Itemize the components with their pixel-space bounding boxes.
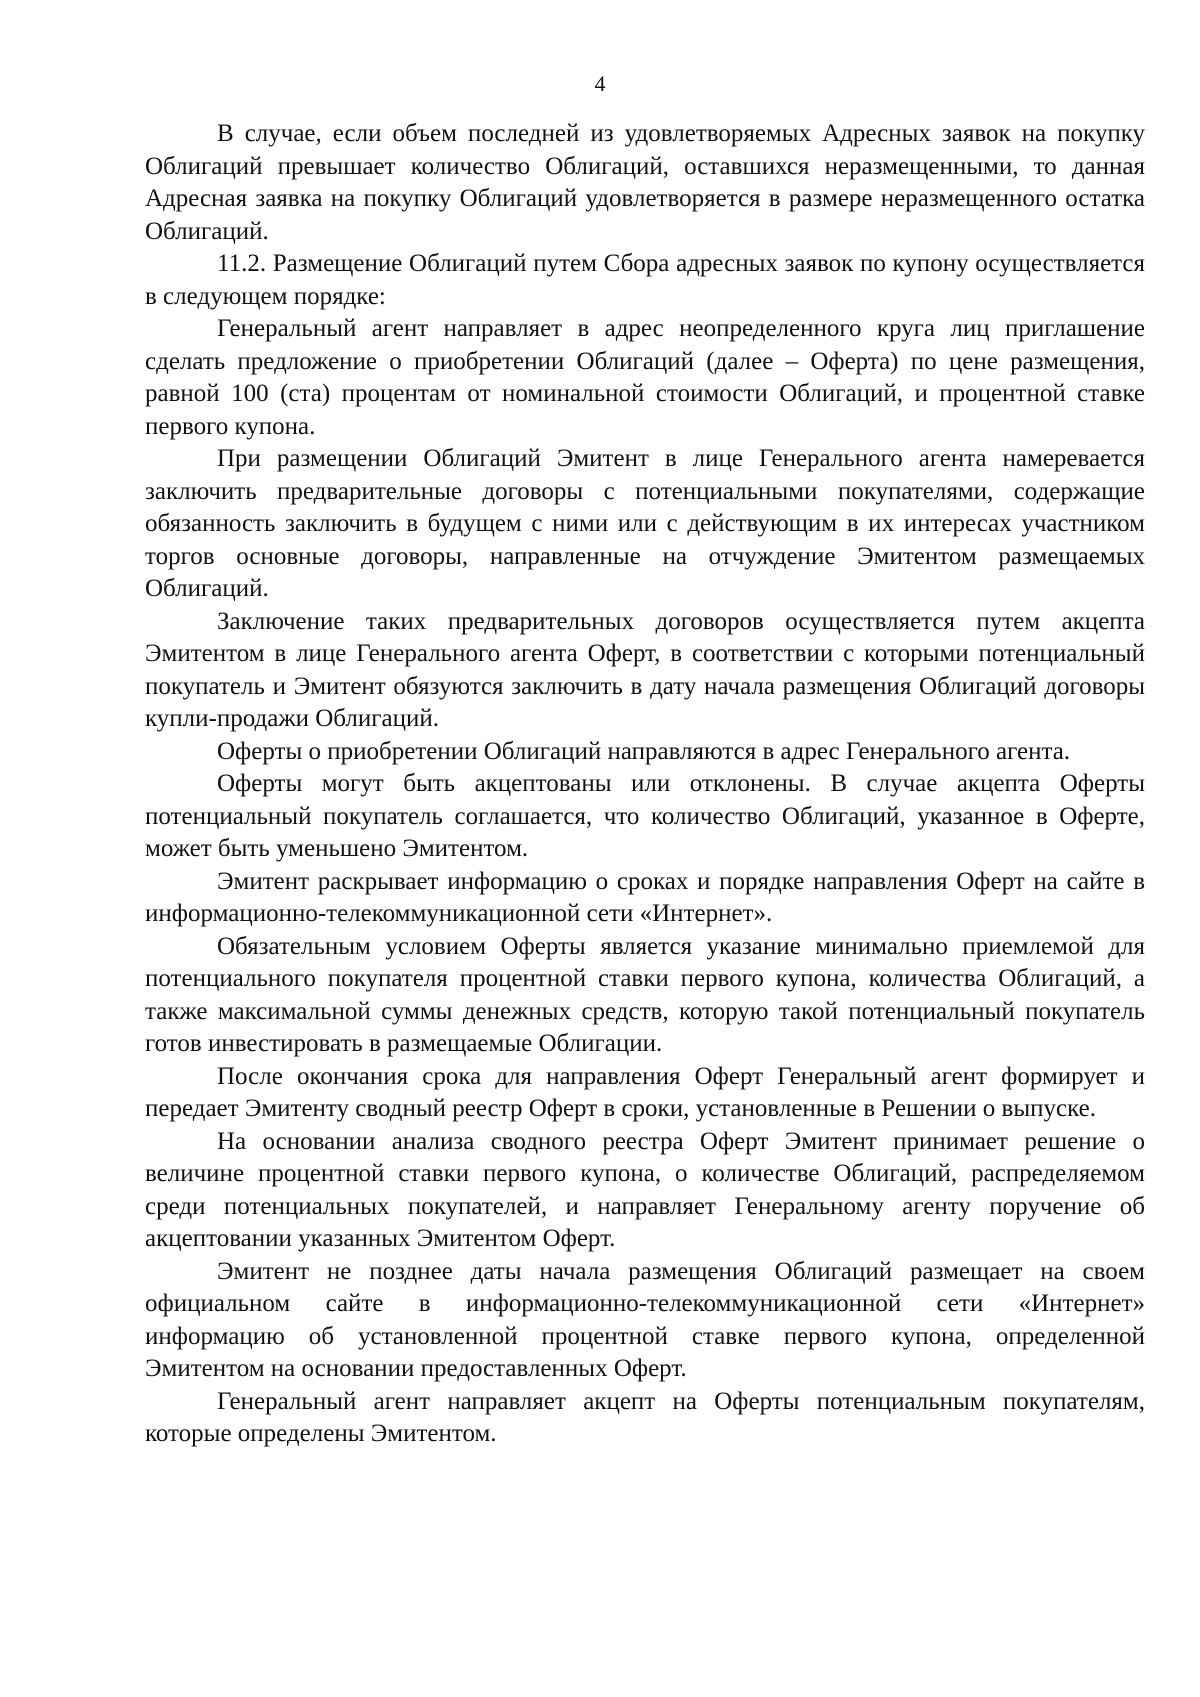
paragraph: После окончания срока для направления Оферт Генеральный агент формирует и передает Эмитенту сводный реестр Оферт в сроки, установленные в Решении о выпуске. — [145, 1062, 1145, 1122]
paragraph: 11.2. Размещение Облигаций путем Сбора адресных заявок по купону осуществляется в следующем порядке: — [145, 250, 1145, 310]
paragraph: Обязательным условием Оферты является указание минимально приемлемой для потенциального покупателя процентной ставки первого купона, количества Облигаций, а также максимальной суммы денежных средств, которую такой потенциальный покупатель готов инвестировать в размещаемые Облигации. — [145, 932, 1145, 1057]
paragraph: В случае, если объем последней из удовлетворяемых Адресных заявок на покупку Облигаций превышает количество Облигаций, оставшихся неразмещенными, то данная Адресная заявка на покупку Облигаций удовлетворяется в размере неразмещенного остатка Облигаций. — [145, 120, 1145, 245]
paragraph: Оферты могут быть акцептованы или отклонены. В случае акцепта Оферты потенциальный покупатель соглашается, что количество Облигаций, указанное в Оферте, может быть уменьшено Эмитентом. — [145, 770, 1145, 862]
paragraph: Оферты о приобретении Облигаций направляются в адрес Генерального агента. — [217, 737, 1071, 765]
document-body — [145, 118, 1145, 1451]
paragraph: Эмитент не позднее даты начала размещения Облигаций размещает на своем официальном сайте в информационно-телекоммуникационной сети «Интернет» информацию об установленной процентной ставке первого купона, определенной Эмитентом на основании предоставленных Оферт. — [145, 1257, 1145, 1382]
paragraph: Генеральный агент направляет акцепт на Оферты потенциальным покупателям, которые определены Эмитентом. — [145, 1387, 1145, 1447]
paragraph: Генеральный агент направляет в адрес неопределенного круга лиц приглашение сделать предложение о приобретении Облигаций (далее – Оферта) по цене размещения, равной 100 (ста) процентам от номинальной стоимости Облигаций, и процентной ставке первого купона. — [145, 315, 1145, 440]
page-number: 4 — [594, 71, 606, 96]
paragraph: Эмитент раскрывает информацию о сроках и порядке направления Оферт на сайте в информационно-телекоммуникационной сети «Интернет». — [145, 867, 1145, 927]
paragraph: На основании анализа сводного реестра Оферт Эмитент принимает решение о величине процентной ставки первого купона, о количестве Облигаций, распределяемом среди потенциальных покупателей, и направляет Генеральному агенту поручение об акцептовании указанных Эмитентом Оферт. — [145, 1127, 1145, 1252]
paragraph: Заключение таких предварительных договоров осуществляется путем акцепта Эмитентом в лице Генерального агента Оферт, в соответствии с которыми потенциальный покупатель и Эмитент обязуются заключить в дату начала размещения Облигаций договоры купли-продажи Облигаций. — [145, 607, 1145, 732]
paragraph: При размещении Облигаций Эмитент в лице Генерального агента намеревается заключить предварительные договоры с потенциальными покупателями, содержащие обязанность заключить в будущем с ними или с действующим в их интересах участником торгов основные договоры, направленные на отчуждение Эмитентом размещаемых Облигаций. — [145, 445, 1145, 602]
